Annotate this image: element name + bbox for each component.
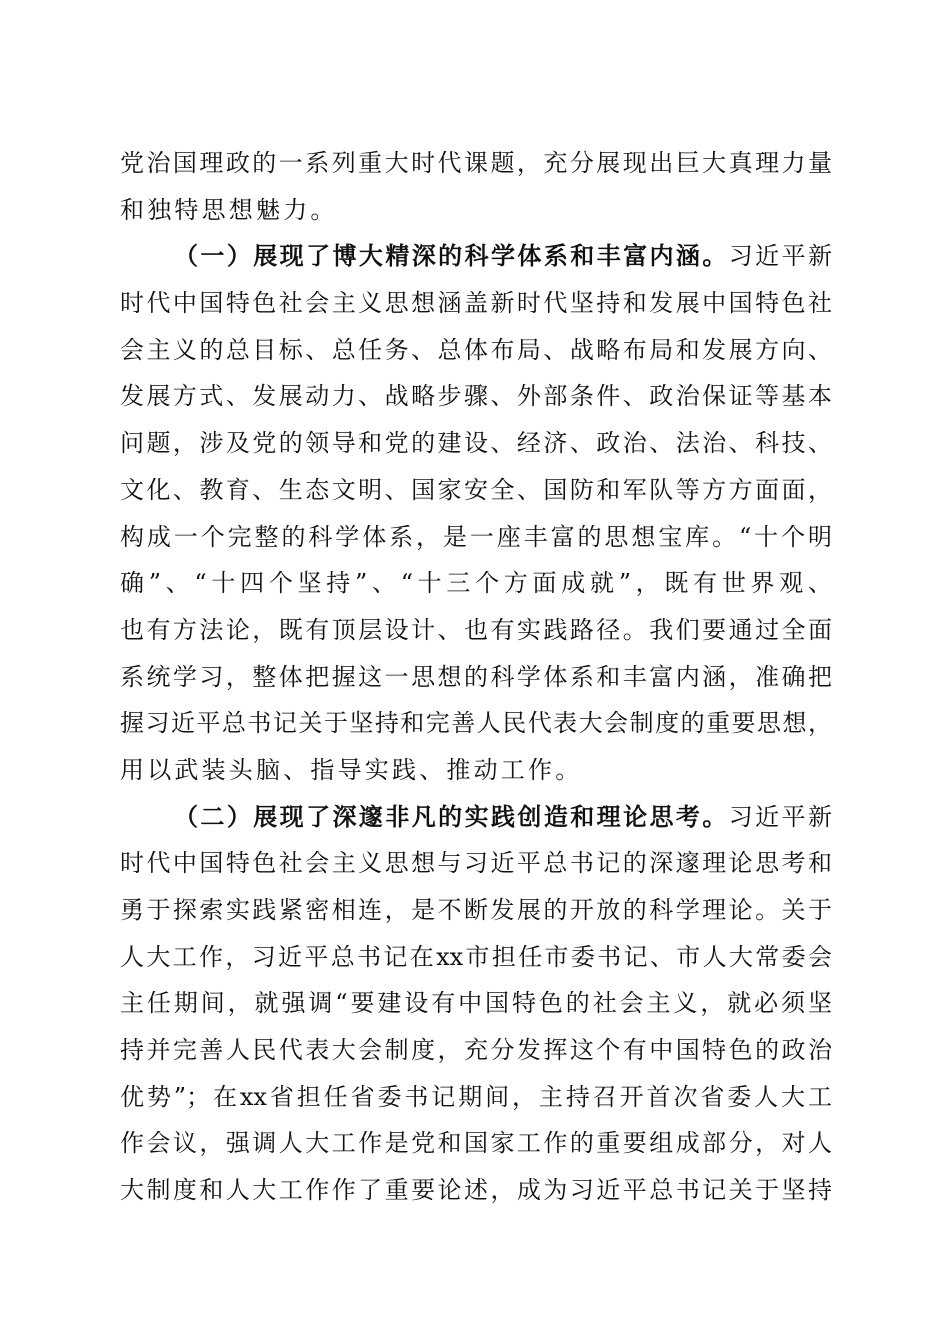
text-line — [120, 794, 832, 841]
text-line — [120, 233, 832, 280]
paragraph-intro-continuation — [120, 140, 832, 233]
text-line: 人大工作，习近平总书记在xx市担任市委书记、市人大常委会 — [120, 942, 832, 971]
text-line: 问题，涉及党的领导和党的建设、经济、政治、法治、科技、 — [120, 429, 832, 458]
text-line: 主任期间，就强调“要建设有中国特色的社会主义，就必须坚 — [120, 989, 832, 1018]
text-line: 系统学习，整体把握这一思想的科学体系和丰富内涵，准确把 — [120, 662, 832, 691]
text-line: 确”、“十四个坚持”、“十三个方面成就”，既有世界观、 — [120, 569, 832, 598]
section-heading: （二）展现了深邃非凡的实践创造和理论思考。 — [174, 801, 729, 831]
text-line: 和独特思想魅力。 — [120, 195, 338, 224]
text-line: 文化、教育、生态文明、国家安全、国防和军队等方方面面， — [120, 475, 832, 504]
section-heading: （一）展现了博大精深的科学体系和丰富内涵。 — [174, 241, 729, 271]
text-line: 作会议，强调人大工作是党和国家工作的重要组成部分，对人 — [120, 1129, 832, 1158]
text-line: 优势”；在xx省担任省委书记期间，主持召开首次省委人大工 — [120, 1082, 832, 1111]
text-line: 党治国理政的一系列重大时代课题，充分展现出巨大真理力量 — [120, 149, 832, 177]
text-line: 构成一个完整的科学体系，是一座丰富的思想宝库。“十个明 — [120, 522, 832, 551]
text-line: 时代中国特色社会主义思想与习近平总书记的深邃理论思考和 — [120, 849, 832, 878]
document-page — [120, 140, 832, 1214]
text-line: 会主义的总目标、总任务、总体布局、战略布局和发展方向、 — [120, 335, 832, 364]
paragraph-section-2 — [120, 794, 832, 1214]
text-span: 习近平新 — [728, 242, 832, 271]
text-span: 习近平新 — [728, 802, 832, 831]
text-line: 发展方式、发展动力、战略步骤、外部条件、政治保证等基本 — [120, 382, 832, 411]
text-line: 也有方法论，既有顶层设计、也有实践路径。我们要通过全面 — [120, 615, 832, 644]
text-line: 时代中国特色社会主义思想涵盖新时代坚持和发展中国特色社 — [120, 289, 832, 318]
paragraph-section-1 — [120, 233, 832, 793]
text-line: 用以武装头脑、指导实践、推动工作。 — [120, 755, 583, 784]
text-line: 大制度和人大工作作了重要论述，成为习近平总书记关于坚持 — [120, 1176, 832, 1205]
text-line: 持并完善人民代表大会制度，充分发挥这个有中国特色的政治 — [120, 1036, 832, 1065]
text-line: 握习近平总书记关于坚持和完善人民代表大会制度的重要思想， — [120, 709, 832, 738]
text-line: 勇于探索实践紧密相连，是不断发展的开放的科学理论。关于 — [120, 896, 832, 924]
